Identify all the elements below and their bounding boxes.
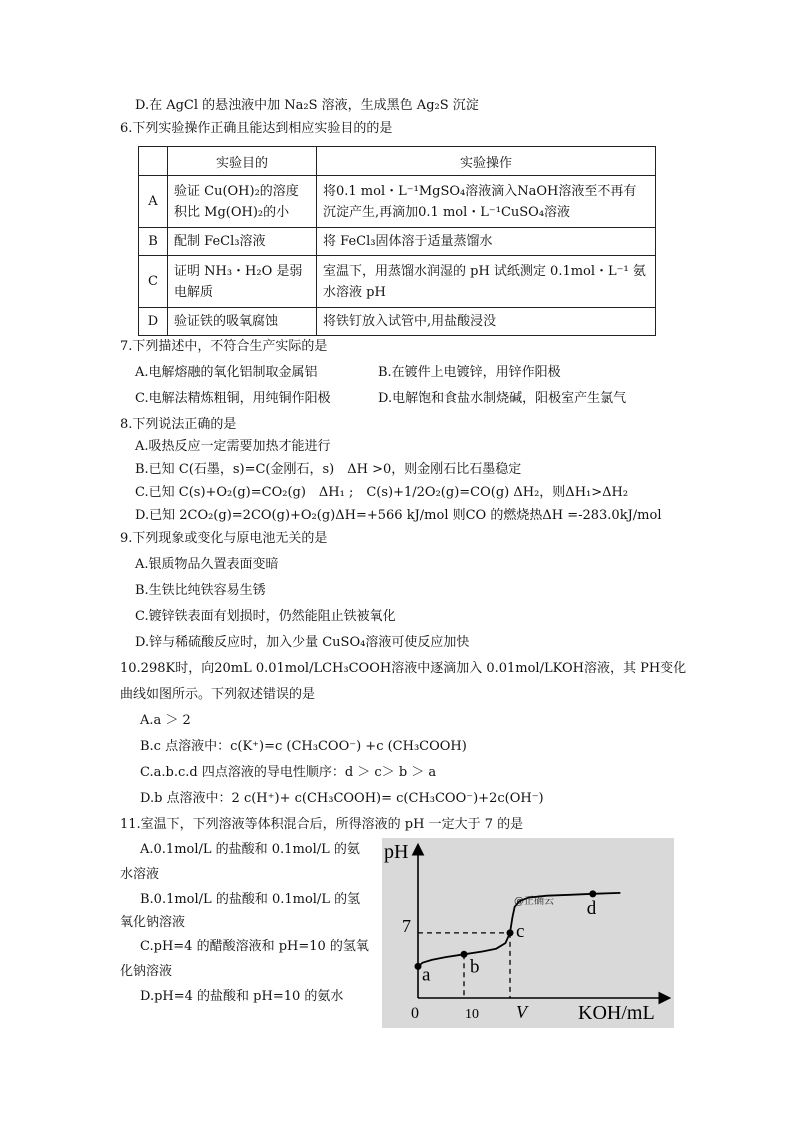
table-row (139, 228, 656, 256)
q11-stem: 11.室温下，下列溶液等体积混合后，所得溶液的 pH 一定大于 7 的是 (120, 817, 524, 832)
point-b (461, 951, 468, 958)
q6-table (138, 146, 656, 336)
point-d (589, 890, 596, 897)
q8-option-a: A.吸热反应一定需要加热才能进行 (135, 439, 331, 454)
q10-stem-line2: 曲线如图所示。下列叙述错误的是 (120, 687, 316, 702)
q7-option-b: B.在镀件上电镀锌，用锌作阳极 (378, 365, 561, 380)
table-row (139, 308, 656, 336)
q8-stem: 8.下列说法正确的是 (120, 417, 237, 432)
q7-stem: 7.下列描述中，不符合生产实际的是 (120, 339, 328, 354)
q10-option-c: C.a.b.c.d 四点溶液的导电性顺序：d ＞ c＞ b ＞ a (140, 765, 437, 780)
point-a (415, 963, 422, 970)
point-label-d: d (586, 897, 597, 919)
q6-row-goal: 验证 Cu(OH)₂的溶度积比 Mg(OH)₂的小 (168, 176, 317, 228)
q6-row-label: D (139, 308, 168, 336)
table-row (139, 256, 656, 308)
table-row (139, 176, 656, 228)
y-tick-label: 7 (402, 916, 411, 936)
q9-option-d: D.锌与稀硫酸反应时，加入少量 CuSO₄溶液可使反应加快 (135, 635, 470, 650)
q8-option-b: B.已知 C(石墨，s)=C(金刚石，s) ΔH >0，则金刚石比石墨稳定 (135, 462, 522, 477)
q9-option-a: A.银质物品久置表面变暗 (135, 557, 279, 572)
q6-row-op: 将 FeCl₃固体溶于适量蒸馏水 (317, 228, 656, 256)
q6-row-goal: 配制 FeCl₃溶液 (168, 228, 317, 256)
q9-stem: 9.下列现象或变化与原电池无关的是 (120, 531, 328, 546)
x-axis-label: KOH/mL (578, 1002, 655, 1024)
q6-table-header (139, 147, 656, 176)
q6-row-op: 将0.1 mol・L⁻¹MgSO₄溶液滴入NaOH溶液至不再有沉淀产生,再滴加0.1 mol・L⁻¹CuSO₄溶液 (317, 176, 656, 228)
q8-option-c: C.已知 C(s)+O₂(g)=CO₂(g) ΔH₁ ; C(s)+1/2O₂(g)=CO(g) ΔH₂，则ΔH₁>ΔH₂ (135, 485, 629, 500)
y-axis-label: pH (384, 841, 409, 863)
q6-row-op: 将铁钉放入试管中,用盐酸浸没 (317, 308, 656, 336)
q6-row-goal: 验证铁的吸氧腐蚀 (168, 308, 317, 336)
ph-chart-svg (382, 838, 674, 1028)
q11-option-a-line2: 水溶液 (120, 867, 160, 882)
q10-option-b: B.c 点溶液中：c(K⁺)=c (CH₃COO⁻) +c (CH₃COOH) (140, 739, 467, 754)
q6-row-op: 室温下，用蒸馏水润湿的 pH 试纸测定 0.1mol・L⁻¹ 氨水溶液 pH (317, 256, 656, 308)
q11-option-d: D.pH=4 的盐酸和 pH=10 的氨水 (140, 989, 344, 1004)
q6-header-op: 实验操作 (317, 147, 656, 176)
x-tick-label: V (516, 1002, 527, 1022)
q10-option-a: A.a ＞ 2 (140, 713, 191, 728)
point-label-b: b (470, 956, 480, 978)
q6-row-label: C (139, 256, 168, 308)
x-tick-label: 10 (465, 1007, 479, 1022)
q6-row-label: B (139, 228, 168, 256)
q10-stem-line1: 10.298K时，向20mL 0.01mol/LCH₃COOH溶液中逐滴加入 0.01mol/LKOH溶液，其 PH变化 (120, 661, 687, 676)
q11-option-c-line2: 化钠溶液 (120, 964, 173, 979)
q11-option-a-line1: A.0.1mol/L 的盐酸和 0.1mol/L 的氨 (140, 842, 360, 857)
q11-option-c-line1: C.pH=4 的醋酸溶液和 pH=10 的氢氧 (140, 939, 369, 954)
origin-label: 0 (411, 1005, 419, 1022)
q6-row-goal: 证明 NH₃・H₂O 是弱电解质 (168, 256, 317, 308)
q6-header-goal: 实验目的 (168, 147, 317, 176)
ph-titration-chart (382, 838, 674, 1028)
watermark: @正确云 (514, 896, 554, 907)
q11-option-b-line1: B.0.1mol/L 的盐酸和 0.1mol/L 的氢 (140, 892, 361, 907)
q6-row-label: A (139, 176, 168, 228)
q6-stem: 6.下列实验操作正确且能达到相应实验目的的是 (120, 121, 393, 136)
q9-option-c: C.镀锌铁表面有划损时，仍然能阻止铁被氧化 (135, 609, 396, 624)
q10-option-d: D.b 点溶液中：2 c(H⁺)+ c(CH₃COOH)= c(CH₃COO⁻)+2c(OH⁻) (140, 791, 544, 806)
q9-option-b: B.生铁比纯铁容易生锈 (135, 583, 266, 598)
q11-option-b-line2: 氧化钠溶液 (120, 915, 186, 930)
q6-header-blank (139, 147, 168, 176)
point-c (507, 929, 514, 936)
point-label-c: c (516, 920, 525, 942)
q5-option-d: D.在 AgCl 的悬浊液中加 Na₂S 溶液，生成黑色 Ag₂S 沉淀 (135, 98, 479, 113)
point-label-a: a (422, 964, 431, 986)
q7-option-a: A.电解熔融的氧化铝制取金属铝 (135, 365, 318, 380)
q8-option-d: D.已知 2CO₂(g)=2CO(g)+O₂(g)ΔH=+566 kJ/mol 则CO 的燃烧热ΔH =-283.0kJ/mol (135, 508, 662, 523)
q7-option-c: C.电解法精炼粗铜，用纯铜作阳极 (135, 391, 331, 406)
q7-option-d: D.电解饱和食盐水制烧碱，阳极室产生氯气 (378, 391, 627, 406)
